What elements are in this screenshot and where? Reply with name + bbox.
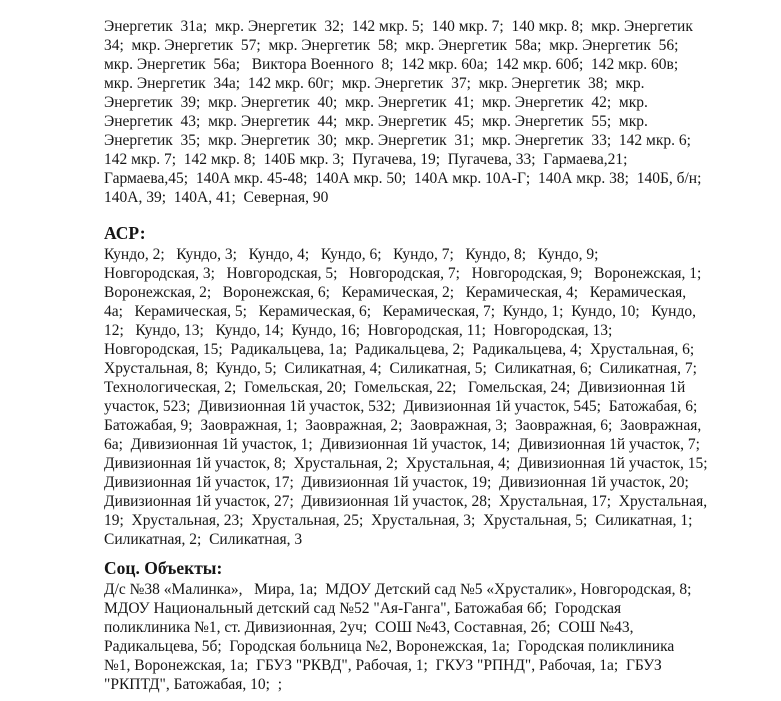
text-line: Дивизионная 1й участок, 8; Хрустальная, 2; Хрустальная, 4; Дивизионная 1й участок, 15; (104, 455, 708, 472)
text-line: мкр. Энергетик 34а; 142 мкр. 60г; мкр. Энергетик 37; мкр. Энергетик 38; мкр. (104, 75, 645, 92)
text-line: 140А, 39; 140А, 41; Северная, 90 (104, 189, 329, 206)
text-line: Дивизионная 1й участок, 17; Дивизионная 1й участок, 19; Дивизионная 1й участок, 20; (104, 474, 689, 491)
text-line: Энергетик 43; мкр. Энергетик 44; мкр. Энергетик 45; мкр. Энергетик 55; мкр. (104, 113, 648, 130)
text-line: Гармаева,45; 140А мкр. 45-48; 140А мкр. 50; 140А мкр. 10А-Г; 140А мкр. 38; 140Б, б/н; (104, 170, 702, 187)
section-heading: АСР: (104, 223, 146, 243)
text-line: 6а; Дивизионная 1й участок, 1; Дивизионная 1й участок, 14; Дивизионная 1й участок, 7; (104, 436, 700, 453)
text-line: Энергетик 31а; мкр. Энергетик 32; 142 мкр. 5; 140 мкр. 7; 140 мкр. 8; мкр. Энергетик (104, 18, 693, 35)
text-line: МДОУ Национальный детский сад №52 "Ая-Ганга", Батожабая 6б; Городская (104, 600, 622, 617)
document-text (104, 17, 761, 694)
text-line: Технологическая, 2; Гомельская, 20; Гомельская, 22; Гомельская, 24; Дивизионная 1й (104, 379, 686, 396)
text-line: Дивизионная 1й участок, 27; Дивизионная 1й участок, 28; Хрустальная, 17; Хрустальная, (104, 493, 708, 510)
text-line: 19; Хрустальная, 23; Хрустальная, 25; Хрустальная, 3; Хрустальная, 5; Силикатная, 1; (104, 512, 693, 529)
text-line: мкр. Энергетик 56а; Виктора Военного 8; 142 мкр. 60а; 142 мкр. 60б; 142 мкр. 60в; (104, 56, 679, 73)
section-energetik-continued (104, 17, 761, 207)
text-line: 12; Кундо, 13; Кундо, 14; Кундо, 16; Новгородская, 11; Новгородская, 13; (104, 322, 613, 339)
text-line: участок, 523; Дивизионная 1й участок, 532; Дивизионная 1й участок, 545; Батожабая, 6; (104, 398, 698, 415)
text-line: Энергетик 39; мкр. Энергетик 40; мкр. Энергетик 41; мкр. Энергетик 42; мкр. (104, 94, 648, 111)
text-line: Д/с №38 «Малинка», Мира, 1а; МДОУ Детский сад №5 «Хрусталик», Новгородская, 8; (104, 581, 692, 598)
text-line: 4а; Керамическая, 5; Керамическая, 6; Керамическая, 7; Кундо, 1; Кундо, 10; Кундо, (104, 303, 696, 320)
text-line: Энергетик 35; мкр. Энергетик 30; мкр. Энергетик 31; мкр. Энергетик 33; 142 мкр. 6; (104, 132, 691, 149)
text-line: Воронежская, 2; Воронежская, 6; Керамическая, 2; Керамическая, 4; Керамическая, (104, 284, 687, 301)
text-line: поликлиника №1, ст. Дивизионная, 2уч; СОШ №43, Составная, 2б; СОШ №43, (104, 619, 634, 636)
text-line: Силикатная, 2; Силикатная, 3 (104, 531, 303, 548)
text-line: Батожабая, 9; Заовражная, 1; Заовражная, 2; Заовражная, 3; Заовражная, 6; Заовражная, (104, 417, 702, 434)
text-line: Хрустальная, 8; Кундо, 5; Силикатная, 4; Силикатная, 5; Силикатная, 6; Силикатная, 7; (104, 360, 697, 377)
text-line: "РКПТД", Батожабая, 10; ; (104, 676, 283, 693)
text-line: 34; мкр. Энергетик 57; мкр. Энергетик 58; мкр. Энергетик 58а; мкр. Энергетик 56; (104, 37, 679, 54)
section-asr (104, 221, 761, 549)
section-heading: Соц. Объекты: (104, 558, 223, 578)
text-line: Новгородская, 3; Новгородская, 5; Новгородская, 7; Новгородская, 9; Воронежская, 1; (104, 265, 702, 282)
text-line: №1, Воронежская, 1а; ГБУЗ "РКВД", Рабочая, 1; ГКУЗ "РПНД", Рабочая, 1а; ГБУЗ (104, 657, 662, 674)
text-line: Кундо, 2; Кундо, 3; Кундо, 4; Кундо, 6; Кундо, 7; Кундо, 8; Кундо, 9; (104, 246, 599, 263)
text-line: 142 мкр. 7; 142 мкр. 8; 140Б мкр. 3; Пугачева, 19; Пугачева, 33; Гармаева,21; (104, 151, 628, 168)
text-line: Радикальцева, 5б; Городская больница №2, Воронежская, 1а; Городская поликлиника (104, 638, 675, 655)
text-line: Новгородская, 15; Радикальцева, 1а; Радикальцева, 2; Радикальцева, 4; Хрустальная, 6; (104, 341, 695, 358)
section-social-objects (104, 557, 761, 694)
